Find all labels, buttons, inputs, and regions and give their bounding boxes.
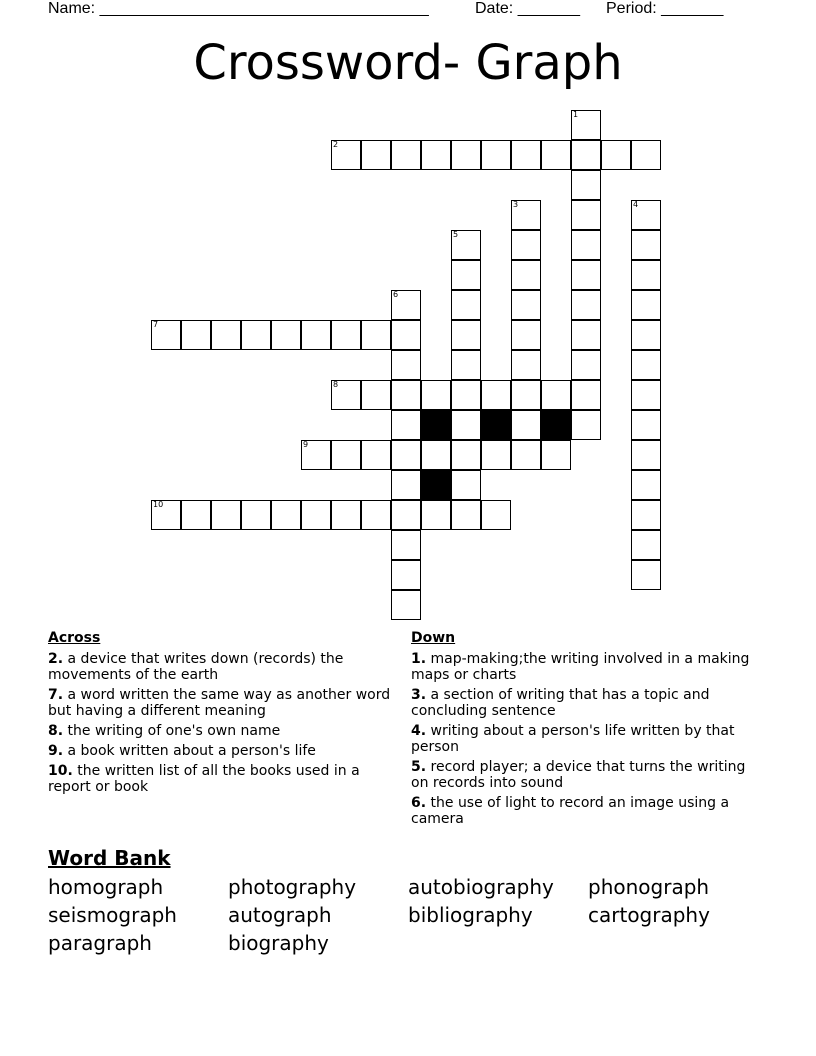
grid-cell[interactable] <box>541 380 571 410</box>
clue-text: map-making;the writing involved in a making maps or charts <box>411 651 750 683</box>
grid-cell[interactable] <box>391 350 421 380</box>
grid-cell[interactable] <box>391 290 421 320</box>
grid-cell[interactable] <box>211 320 241 350</box>
word-bank-item: biography <box>228 931 329 955</box>
grid-cell[interactable] <box>451 260 481 290</box>
grid-cell[interactable] <box>391 500 421 530</box>
grid-cell[interactable] <box>631 200 661 230</box>
grid-cell[interactable] <box>451 440 481 470</box>
word-bank-item: phonograph <box>588 875 710 899</box>
word-bank-item: seismograph <box>48 903 177 927</box>
grid-cell[interactable] <box>631 440 661 470</box>
grid-cell[interactable] <box>331 440 361 470</box>
word-bank-item: autograph <box>228 903 332 927</box>
clue-number: 3 <box>513 200 519 209</box>
clue-number: 2 <box>333 140 339 149</box>
grid-cell[interactable] <box>511 350 541 380</box>
name-field[interactable]: Name: _____________________________________ <box>48 0 429 17</box>
down-heading: Down <box>411 630 456 646</box>
grid-cell[interactable] <box>481 440 511 470</box>
down-clues <box>411 629 761 831</box>
grid-cell[interactable] <box>391 320 421 350</box>
grid-cell[interactable] <box>151 320 181 350</box>
grid-cell[interactable] <box>511 290 541 320</box>
grid-cell[interactable] <box>571 200 601 230</box>
clue-text: the use of light to record an image using a camera <box>411 795 730 827</box>
grid-cell[interactable] <box>331 380 361 410</box>
grid-cell[interactable] <box>631 230 661 260</box>
grid-cell[interactable] <box>451 350 481 380</box>
grid-cell[interactable] <box>301 320 331 350</box>
grid-cell[interactable] <box>481 380 511 410</box>
grid-cell[interactable] <box>511 320 541 350</box>
clue-number: 1 <box>573 110 579 119</box>
grid-cell[interactable] <box>271 500 301 530</box>
grid-cell[interactable] <box>451 320 481 350</box>
clue-num: 2. <box>48 651 64 667</box>
word-bank-item: homograph <box>48 875 164 899</box>
grid-cell[interactable] <box>361 500 391 530</box>
grid-cell[interactable] <box>451 500 481 530</box>
grid-cell[interactable] <box>631 320 661 350</box>
grid-block <box>481 410 511 440</box>
grid-cell[interactable] <box>541 140 571 170</box>
grid-cell[interactable] <box>391 440 421 470</box>
grid-cell[interactable] <box>511 140 541 170</box>
grid-cell[interactable] <box>361 380 391 410</box>
grid-cell[interactable] <box>421 140 451 170</box>
word-bank-item: paragraph <box>48 931 152 955</box>
grid-cell[interactable] <box>571 230 601 260</box>
across-clue <box>48 723 398 739</box>
grid-block <box>421 470 451 500</box>
grid-cell[interactable] <box>631 530 661 560</box>
clue-num: 4. <box>411 723 427 739</box>
grid-cell[interactable] <box>301 440 331 470</box>
clue-number: 9 <box>303 440 309 449</box>
across-clues <box>48 629 398 799</box>
grid-cell[interactable] <box>571 320 601 350</box>
grid-cell[interactable] <box>511 380 541 410</box>
grid-cell[interactable] <box>511 200 541 230</box>
across-clue <box>48 743 398 759</box>
clue-text: the written list of all the books used in a report or book <box>48 763 360 795</box>
clue-num: 1. <box>411 651 427 667</box>
clue-text: a word written the same way as another word but having a different meaning <box>48 687 391 719</box>
grid-cell[interactable] <box>571 290 601 320</box>
grid-cell[interactable] <box>571 380 601 410</box>
grid-cell[interactable] <box>481 140 511 170</box>
grid-cell[interactable] <box>361 320 391 350</box>
grid-cell[interactable] <box>361 440 391 470</box>
clue-text: a device that writes down (records) the movements of the earth <box>48 651 344 683</box>
clue-number: 6 <box>393 290 399 299</box>
clue-num: 6. <box>411 795 427 811</box>
clue-num: 8. <box>48 723 64 739</box>
grid-cell[interactable] <box>631 470 661 500</box>
grid-cell[interactable] <box>451 380 481 410</box>
grid-cell[interactable] <box>211 500 241 530</box>
grid-cell[interactable] <box>301 500 331 530</box>
grid-cell[interactable] <box>391 380 421 410</box>
grid-cell[interactable] <box>511 260 541 290</box>
grid-cell[interactable] <box>391 590 421 620</box>
down-clue <box>411 759 761 791</box>
date-field[interactable]: Date: _______ <box>475 0 580 17</box>
grid-cell[interactable] <box>631 410 661 440</box>
grid-cell[interactable] <box>481 500 511 530</box>
grid-cell[interactable] <box>631 290 661 320</box>
clue-num: 9. <box>48 743 64 759</box>
grid-cell[interactable] <box>331 500 361 530</box>
period-field[interactable]: Period: _______ <box>606 0 724 17</box>
word-bank-item: bibliography <box>408 903 533 927</box>
grid-cell[interactable] <box>181 320 211 350</box>
grid-cell[interactable] <box>451 410 481 440</box>
grid-cell[interactable] <box>631 560 661 590</box>
grid-cell[interactable] <box>451 230 481 260</box>
grid-cell[interactable] <box>421 380 451 410</box>
grid-cell[interactable] <box>241 320 271 350</box>
grid-cell[interactable] <box>631 500 661 530</box>
clue-text: a section of writing that has a topic and concluding sentence <box>411 687 710 719</box>
clue-num: 10. <box>48 763 73 779</box>
grid-cell[interactable] <box>571 350 601 380</box>
grid-cell[interactable] <box>421 500 451 530</box>
grid-cell[interactable] <box>391 410 421 440</box>
grid-cell[interactable] <box>271 320 301 350</box>
grid-cell[interactable] <box>391 470 421 500</box>
clue-number: 5 <box>453 230 459 239</box>
clue-num: 7. <box>48 687 64 703</box>
down-clue <box>411 687 761 719</box>
grid-cell[interactable] <box>451 470 481 500</box>
grid-cell[interactable] <box>511 440 541 470</box>
grid-cell[interactable] <box>571 140 601 170</box>
clue-number: 10 <box>153 500 164 509</box>
grid-cell[interactable] <box>391 140 421 170</box>
grid-cell[interactable] <box>631 260 661 290</box>
clue-text: the writing of one's own name <box>63 723 281 739</box>
clue-text: record player; a device that turns the writing on records into sound <box>411 759 746 791</box>
word-bank-item: photography <box>228 875 357 899</box>
clue-number: 7 <box>153 320 159 329</box>
grid-cell[interactable] <box>571 260 601 290</box>
across-heading: Across <box>48 630 101 646</box>
grid-cell[interactable] <box>571 170 601 200</box>
grid-cell[interactable] <box>181 500 211 530</box>
clue-text: a book written about a person's life <box>63 743 316 759</box>
word-bank-list <box>48 873 768 957</box>
grid-cell[interactable] <box>541 440 571 470</box>
grid-cell[interactable] <box>631 140 661 170</box>
grid-cell[interactable] <box>631 350 661 380</box>
clue-number: 4 <box>633 200 639 209</box>
grid-cell[interactable] <box>511 410 541 440</box>
grid-cell[interactable] <box>571 110 601 140</box>
grid-block <box>541 410 571 440</box>
grid-cell[interactable] <box>331 140 361 170</box>
word-bank-item: autobiography <box>408 875 554 899</box>
grid-cell[interactable] <box>631 380 661 410</box>
across-clue <box>48 651 398 683</box>
grid-cell[interactable] <box>601 140 631 170</box>
word-bank-item: cartography <box>588 903 710 927</box>
down-clue <box>411 723 761 755</box>
clue-num: 3. <box>411 687 427 703</box>
down-clue <box>411 795 761 827</box>
grid-cell[interactable] <box>391 530 421 560</box>
grid-cell[interactable] <box>451 290 481 320</box>
grid-cell[interactable] <box>421 440 451 470</box>
grid-block <box>421 410 451 440</box>
across-clue <box>48 687 398 719</box>
word-bank <box>48 845 768 957</box>
grid-cell[interactable] <box>331 320 361 350</box>
grid-cell[interactable] <box>241 500 271 530</box>
word-bank-heading: Word Bank <box>48 846 171 870</box>
grid-cell[interactable] <box>511 230 541 260</box>
grid-cell[interactable] <box>451 140 481 170</box>
grid-cell[interactable] <box>151 500 181 530</box>
grid-cell[interactable] <box>361 140 391 170</box>
grid-cell[interactable] <box>391 560 421 590</box>
down-clue <box>411 651 761 683</box>
across-clue <box>48 763 398 795</box>
clue-text: writing about a person's life written by that person <box>411 723 735 755</box>
clue-number: 8 <box>333 380 339 389</box>
grid-cell[interactable] <box>571 410 601 440</box>
clue-num: 5. <box>411 759 427 775</box>
page-title: Crossword- Graph <box>193 35 623 91</box>
